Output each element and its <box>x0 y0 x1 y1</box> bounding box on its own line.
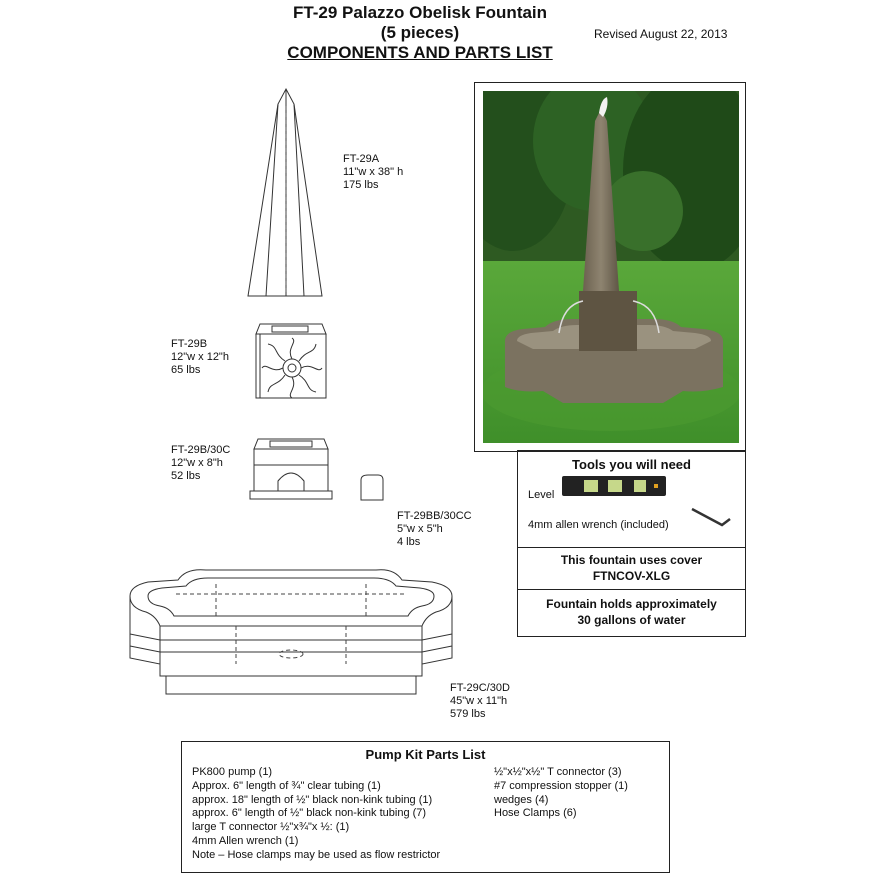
info-boxes <box>517 450 746 637</box>
pump-kit-list-right <box>494 766 628 821</box>
part-size: 5"w x 5"h <box>397 523 443 535</box>
part-weight: 65 lbs <box>171 364 201 376</box>
part-code: FT-29C/30D <box>450 682 510 694</box>
part-label-ft29b <box>171 338 229 377</box>
part-weight: 4 lbs <box>397 536 421 548</box>
part-code: FT-29A <box>343 153 380 165</box>
pump-kit-heading: Pump Kit Parts List <box>365 747 486 762</box>
list-item: Note – Hose clamps may be used as flow restrictor <box>192 848 441 861</box>
part-size: 12"w x 8"h <box>171 457 223 469</box>
list-item: ½"x½"x½" T connector (3) <box>494 766 622 778</box>
page-subtitle: (5 pieces) <box>380 23 460 42</box>
list-item: Approx. 6" length of ¾" clear tubing (1) <box>192 779 381 792</box>
part-code: FT-29B <box>171 338 208 350</box>
wedge-piece-drawing <box>358 472 386 502</box>
list-item: Hose Clamps (6) <box>494 807 577 820</box>
part-code: FT-29B/30C <box>171 444 231 456</box>
part-size: 11"w x 38" h <box>343 166 404 178</box>
pump-kit-box <box>181 741 670 873</box>
fountain-photo <box>483 91 739 443</box>
part-size: 12"w x 12"h <box>171 351 229 363</box>
part-label-ft29bb30cc <box>397 510 472 549</box>
capacity-line2: 30 gallons of water <box>577 613 686 627</box>
part-label-ft29a <box>343 153 403 192</box>
ornament-block-drawing <box>252 320 328 402</box>
level-label: Level <box>528 489 555 501</box>
part-code: FT-29BB/30CC <box>397 510 472 522</box>
obelisk-drawing <box>244 86 326 302</box>
list-item: 4mm Allen wrench (1) <box>192 834 299 847</box>
part-label-ft29b30c <box>171 444 230 483</box>
cover-line2: FTNCOV-XLG <box>592 569 671 583</box>
list-item: approx. 6" length of ½" black non-kink tubing (7) <box>192 807 427 820</box>
section-title <box>0 43 840 63</box>
product-photo-frame <box>474 82 746 452</box>
cover-box <box>518 548 745 590</box>
basin-drawing <box>126 564 456 702</box>
page-title: FT-29 Palazzo Obelisk Fountain <box>292 3 548 22</box>
tools-box <box>518 451 745 548</box>
list-item: large T connector ½"x¾"x ½: (1) <box>192 821 350 834</box>
part-size: 45"w x 11"h <box>450 695 508 707</box>
part-label-ft29c30d <box>450 682 510 721</box>
capacity-line1: Fountain holds approximately <box>546 597 717 611</box>
section-title-text: COMPONENTS AND PARTS LIST <box>287 43 553 62</box>
part-weight: 175 lbs <box>343 179 379 191</box>
allen-wrench-icon <box>688 505 736 531</box>
list-item: wedges (4) <box>494 793 549 806</box>
cover-line1: This fountain uses cover <box>560 553 703 567</box>
level-icon <box>562 476 666 496</box>
tools-heading: Tools you will need <box>572 457 691 472</box>
pump-kit-list-left <box>192 766 440 863</box>
revised-date: Revised August 22, 2013 <box>594 27 728 41</box>
wrench-label: 4mm allen wrench (included) <box>528 519 669 531</box>
capacity-box <box>518 590 745 636</box>
list-item: approx. 18" length of ½" black non-kink tubing (1) <box>192 793 433 806</box>
arched-base-drawing <box>248 437 334 503</box>
part-weight: 579 lbs <box>450 708 486 720</box>
part-weight: 52 lbs <box>171 470 201 482</box>
list-item: #7 compression stopper (1) <box>494 779 628 792</box>
list-item: PK800 pump (1) <box>192 766 273 778</box>
